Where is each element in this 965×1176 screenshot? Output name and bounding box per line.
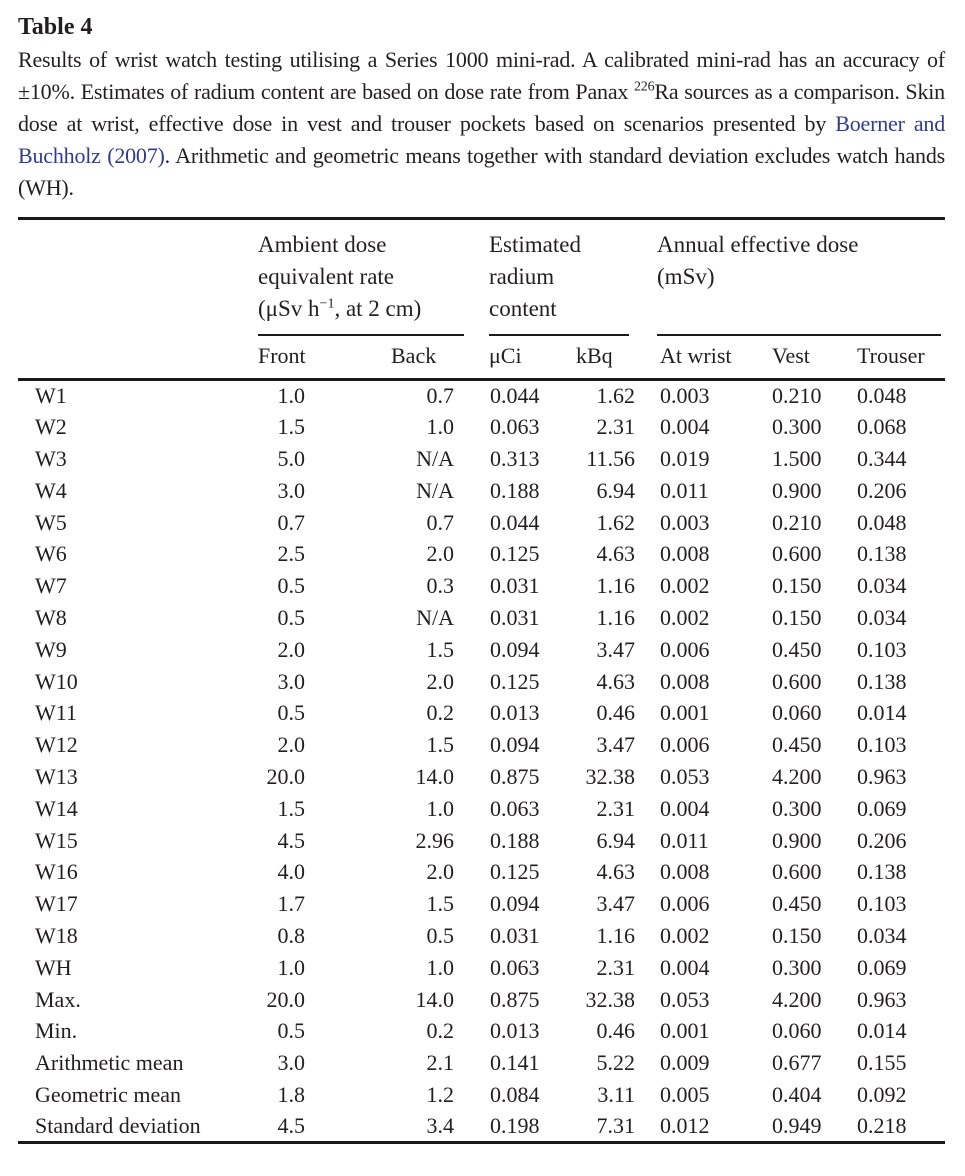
table-row <box>18 888 945 920</box>
cell-back: 0.7 <box>426 383 454 409</box>
cell-back: 0.7 <box>426 509 454 535</box>
caption-text: Results of wrist watch testing utilising a Series 1000 mini-rad. A calibrated mini-rad has an accuracy of ±10%. Estimates of radium content are based on dose rate from Panax <box>18 47 945 104</box>
cell-vest: 4.200 <box>772 986 822 1012</box>
cell-back: 0.5 <box>426 922 454 948</box>
row-label: Geometric mean <box>35 1081 181 1107</box>
cell-front: 0.7 <box>277 509 305 535</box>
cell-uci: 0.031 <box>490 604 540 630</box>
group-line: equivalent rate <box>258 264 395 289</box>
table-row <box>18 825 945 857</box>
stub-header <box>18 336 252 380</box>
cell-kbq: 3.47 <box>596 891 636 917</box>
col-header-trouser: Trouser <box>838 336 945 380</box>
cell-back: 1.5 <box>426 732 454 758</box>
cell-vest: 0.210 <box>772 383 822 409</box>
cell-back: N/A <box>416 604 454 630</box>
row-label: W8 <box>35 604 67 630</box>
cell-trouser: 0.963 <box>857 763 907 789</box>
table-row <box>18 475 945 507</box>
table-row <box>18 1015 945 1047</box>
cell-uci: 0.084 <box>490 1081 540 1107</box>
table-row <box>18 1079 945 1111</box>
cell-trouser: 0.069 <box>857 795 907 821</box>
isotope-mass-superscript: 226 <box>633 79 655 95</box>
cell-uci: 0.094 <box>490 636 540 662</box>
cell-trouser: 0.206 <box>857 477 907 503</box>
table-label: Table 4 <box>18 14 93 40</box>
cell-vest: 0.600 <box>772 541 822 567</box>
col-header-at-wrist: At wrist <box>640 336 752 380</box>
exponent-superscript: −1 <box>319 296 335 312</box>
cell-uci: 0.044 <box>490 509 540 535</box>
col-header-uci: μCi <box>464 336 556 380</box>
cell-uci: 0.875 <box>490 986 540 1012</box>
table-row <box>18 984 945 1016</box>
col-header-back: Back <box>314 336 464 380</box>
cell-trouser: 0.344 <box>857 445 907 471</box>
table-row <box>18 507 945 539</box>
caption-text: Ra sources as a comparison. Skin dose at wrist, effective dose in vest and trouser pockets based on scenarios presented by <box>18 79 945 136</box>
cell-vest: 0.900 <box>772 827 822 853</box>
cell-back: N/A <box>416 477 454 503</box>
table-row <box>18 761 945 793</box>
column-header-row <box>18 336 945 380</box>
cell-at-wrist: 0.002 <box>660 922 710 948</box>
cell-uci: 0.063 <box>490 954 540 980</box>
cell-kbq: 0.46 <box>596 1018 636 1044</box>
cell-front: 0.5 <box>277 604 305 630</box>
cell-trouser: 0.103 <box>857 636 907 662</box>
cell-uci: 0.875 <box>490 763 540 789</box>
group-line: (μSv h <box>258 296 320 321</box>
cell-at-wrist: 0.004 <box>660 795 710 821</box>
table-row <box>18 443 945 475</box>
cell-at-wrist: 0.008 <box>660 668 710 694</box>
cell-vest: 0.600 <box>772 859 822 885</box>
col-header-kbq: kBq <box>556 336 640 380</box>
cell-kbq: 0.46 <box>596 700 636 726</box>
cell-vest: 0.949 <box>772 1112 822 1138</box>
cell-vest: 0.210 <box>772 509 822 535</box>
cell-vest: 0.450 <box>772 636 822 662</box>
cell-back: 1.0 <box>426 795 454 821</box>
table-row <box>18 666 945 698</box>
row-label: W16 <box>35 859 78 885</box>
cell-at-wrist: 0.053 <box>660 763 710 789</box>
cell-uci: 0.044 <box>490 383 540 409</box>
cell-kbq: 4.63 <box>596 668 636 694</box>
cell-back: 1.0 <box>426 954 454 980</box>
table-row <box>18 380 945 412</box>
group-annual-effective-dose <box>657 229 941 336</box>
cell-kbq: 1.16 <box>596 922 636 948</box>
cell-uci: 0.013 <box>490 700 540 726</box>
cell-uci: 0.094 <box>490 891 540 917</box>
cell-at-wrist: 0.009 <box>660 1050 710 1076</box>
cell-back: 1.5 <box>426 636 454 662</box>
table-row <box>18 1111 945 1143</box>
cell-vest: 0.450 <box>772 891 822 917</box>
cell-uci: 0.031 <box>490 573 540 599</box>
table-row <box>18 602 945 634</box>
cell-front: 3.0 <box>277 668 305 694</box>
cell-kbq: 2.31 <box>596 954 636 980</box>
table-row <box>18 952 945 984</box>
cell-kbq: 4.63 <box>596 541 636 567</box>
cell-front: 5.0 <box>277 445 305 471</box>
cell-trouser: 0.014 <box>857 700 907 726</box>
cell-uci: 0.313 <box>490 445 540 471</box>
cell-back: 14.0 <box>415 986 454 1012</box>
cell-front: 20.0 <box>266 986 305 1012</box>
cell-kbq: 6.94 <box>596 477 636 503</box>
row-label: W15 <box>35 827 78 853</box>
cell-vest: 0.900 <box>772 477 822 503</box>
row-label: W14 <box>35 795 78 821</box>
cell-front: 1.8 <box>277 1081 305 1107</box>
cell-at-wrist: 0.006 <box>660 891 710 917</box>
cell-kbq: 7.31 <box>596 1112 636 1138</box>
row-label: W7 <box>35 573 67 599</box>
row-label: W13 <box>35 763 78 789</box>
table-row <box>18 634 945 666</box>
cell-back: 0.3 <box>426 573 454 599</box>
cell-kbq: 32.38 <box>585 986 636 1012</box>
cell-front: 1.5 <box>277 414 305 440</box>
column-group-row <box>18 219 945 337</box>
cell-trouser: 0.034 <box>857 573 907 599</box>
cell-back: 1.2 <box>426 1081 454 1107</box>
row-label: W10 <box>35 668 78 694</box>
cell-at-wrist: 0.008 <box>660 541 710 567</box>
cell-at-wrist: 0.006 <box>660 732 710 758</box>
cell-trouser: 0.092 <box>857 1081 907 1107</box>
table-row <box>18 920 945 952</box>
table-row <box>18 538 945 570</box>
cell-trouser: 0.206 <box>857 827 907 853</box>
group-line: , at 2 cm) <box>334 296 422 321</box>
cell-trouser: 0.218 <box>857 1112 907 1138</box>
group-line: Annual effective dose <box>657 232 859 257</box>
cell-vest: 0.150 <box>772 573 822 599</box>
cell-kbq: 6.94 <box>596 827 636 853</box>
cell-front: 2.0 <box>277 636 305 662</box>
cell-kbq: 1.16 <box>596 573 636 599</box>
cell-vest: 0.677 <box>772 1050 822 1076</box>
row-label: Standard deviation <box>35 1112 201 1138</box>
cell-at-wrist: 0.011 <box>660 827 709 853</box>
cell-back: N/A <box>416 445 454 471</box>
cell-kbq: 4.63 <box>596 859 636 885</box>
table-row <box>18 570 945 602</box>
cell-vest: 0.300 <box>772 795 822 821</box>
cell-trouser: 0.138 <box>857 541 907 567</box>
group-line: Ambient dose <box>258 232 387 257</box>
results-table <box>18 217 945 1144</box>
group-line: radium <box>489 264 555 289</box>
cell-vest: 0.300 <box>772 414 822 440</box>
cell-at-wrist: 0.003 <box>660 383 710 409</box>
row-label: W11 <box>35 700 77 726</box>
cell-uci: 0.031 <box>490 922 540 948</box>
cell-trouser: 0.103 <box>857 732 907 758</box>
table-row <box>18 697 945 729</box>
table-row <box>18 1047 945 1079</box>
cell-vest: 0.060 <box>772 700 822 726</box>
cell-at-wrist: 0.002 <box>660 604 710 630</box>
row-label: W17 <box>35 891 78 917</box>
cell-uci: 0.188 <box>490 827 540 853</box>
cell-uci: 0.141 <box>490 1050 540 1076</box>
cell-at-wrist: 0.001 <box>660 700 710 726</box>
cell-vest: 0.404 <box>772 1081 822 1107</box>
cell-uci: 0.125 <box>490 668 540 694</box>
row-label: W1 <box>35 383 67 409</box>
cell-kbq: 1.62 <box>596 383 636 409</box>
cell-vest: 0.600 <box>772 668 822 694</box>
cell-trouser: 0.048 <box>857 509 907 535</box>
cell-at-wrist: 0.008 <box>660 859 710 885</box>
group-line: content <box>489 296 557 321</box>
cell-at-wrist: 0.005 <box>660 1081 710 1107</box>
cell-back: 2.96 <box>415 827 454 853</box>
cell-front: 4.5 <box>277 827 305 853</box>
cell-kbq: 1.62 <box>596 509 636 535</box>
row-label: W12 <box>35 732 78 758</box>
cell-trouser: 0.034 <box>857 604 907 630</box>
cell-uci: 0.125 <box>490 541 540 567</box>
table-row <box>18 729 945 761</box>
table-row <box>18 856 945 888</box>
group-radium-content <box>489 229 629 336</box>
table-caption <box>18 44 945 204</box>
cell-trouser: 0.048 <box>857 383 907 409</box>
cell-front: 3.0 <box>277 477 305 503</box>
cell-trouser: 0.069 <box>857 954 907 980</box>
cell-at-wrist: 0.011 <box>660 477 709 503</box>
cell-kbq: 32.38 <box>585 763 636 789</box>
cell-trouser: 0.963 <box>857 986 907 1012</box>
row-label: W9 <box>35 636 67 662</box>
row-label: W4 <box>35 477 67 503</box>
cell-vest: 0.150 <box>772 922 822 948</box>
cell-uci: 0.198 <box>490 1112 540 1138</box>
cell-back: 1.5 <box>426 891 454 917</box>
cell-trouser: 0.068 <box>857 414 907 440</box>
cell-vest: 0.150 <box>772 604 822 630</box>
cell-at-wrist: 0.006 <box>660 636 710 662</box>
group-line: Estimated <box>489 232 581 257</box>
cell-front: 3.0 <box>277 1050 305 1076</box>
row-label: Arithmetic mean <box>35 1050 184 1076</box>
row-label: W18 <box>35 922 78 948</box>
cell-back: 3.4 <box>426 1112 454 1138</box>
cell-uci: 0.094 <box>490 732 540 758</box>
cell-back: 2.1 <box>426 1050 454 1076</box>
cell-back: 2.0 <box>426 859 454 885</box>
cell-uci: 0.188 <box>490 477 540 503</box>
group-ambient-dose <box>258 229 464 336</box>
cell-front: 4.0 <box>277 859 305 885</box>
cell-front: 2.5 <box>277 541 305 567</box>
cell-vest: 1.500 <box>772 445 822 471</box>
cell-back: 1.0 <box>426 414 454 440</box>
cell-at-wrist: 0.002 <box>660 573 710 599</box>
row-label: W5 <box>35 509 67 535</box>
cell-kbq: 2.31 <box>596 795 636 821</box>
cell-at-wrist: 0.019 <box>660 445 710 471</box>
cell-trouser: 0.103 <box>857 891 907 917</box>
caption-text: . Arithmetic and geometric means together with standard deviation excludes watch hands (WH). <box>18 143 946 200</box>
col-header-vest: Vest <box>752 336 838 380</box>
cell-front: 1.7 <box>277 891 305 917</box>
cell-trouser: 0.014 <box>857 1018 907 1044</box>
cell-kbq: 2.31 <box>596 414 636 440</box>
cell-front: 1.0 <box>277 383 305 409</box>
cell-at-wrist: 0.053 <box>660 986 710 1012</box>
group-line: (mSv) <box>657 264 715 289</box>
row-label: Min. <box>35 1018 78 1044</box>
cell-kbq: 3.47 <box>596 636 636 662</box>
row-label: Max. <box>35 986 81 1012</box>
cell-at-wrist: 0.012 <box>660 1112 710 1138</box>
cell-at-wrist: 0.003 <box>660 509 710 535</box>
cell-at-wrist: 0.004 <box>660 954 710 980</box>
cell-vest: 0.060 <box>772 1018 822 1044</box>
cell-trouser: 0.138 <box>857 668 907 694</box>
cell-kbq: 1.16 <box>596 604 636 630</box>
cell-kbq: 5.22 <box>596 1050 636 1076</box>
cell-front: 1.5 <box>277 795 305 821</box>
cell-uci: 0.063 <box>490 795 540 821</box>
cell-trouser: 0.138 <box>857 859 907 885</box>
citation-link[interactable]: Boerner and Buchholz (2007) <box>18 111 945 168</box>
cell-kbq: 3.47 <box>596 732 636 758</box>
cell-uci: 0.125 <box>490 859 540 885</box>
row-label: W3 <box>35 445 67 471</box>
cell-vest: 0.300 <box>772 954 822 980</box>
row-label: W6 <box>35 541 67 567</box>
cell-back: 0.2 <box>426 1018 454 1044</box>
cell-at-wrist: 0.001 <box>660 1018 710 1044</box>
cell-front: 20.0 <box>266 763 305 789</box>
cell-front: 0.5 <box>277 1018 305 1044</box>
row-label: WH <box>35 954 72 980</box>
cell-front: 0.5 <box>277 700 305 726</box>
cell-at-wrist: 0.004 <box>660 414 710 440</box>
cell-back: 2.0 <box>426 668 454 694</box>
cell-back: 14.0 <box>415 763 454 789</box>
cell-kbq: 3.11 <box>597 1081 636 1107</box>
cell-front: 4.5 <box>277 1112 305 1138</box>
cell-front: 2.0 <box>277 732 305 758</box>
cell-trouser: 0.034 <box>857 922 907 948</box>
cell-uci: 0.013 <box>490 1018 540 1044</box>
cell-front: 1.0 <box>277 954 305 980</box>
table-row <box>18 411 945 443</box>
table-body <box>18 380 945 1143</box>
cell-vest: 4.200 <box>772 763 822 789</box>
row-label: W2 <box>35 414 67 440</box>
cell-kbq: 11.56 <box>586 445 636 471</box>
table-row <box>18 793 945 825</box>
cell-front: 0.8 <box>277 922 305 948</box>
col-header-front: Front <box>252 336 314 380</box>
cell-back: 2.0 <box>426 541 454 567</box>
cell-back: 0.2 <box>426 700 454 726</box>
cell-trouser: 0.155 <box>857 1050 907 1076</box>
stub-header <box>18 219 252 337</box>
cell-vest: 0.450 <box>772 732 822 758</box>
cell-front: 0.5 <box>277 573 305 599</box>
cell-uci: 0.063 <box>490 414 540 440</box>
